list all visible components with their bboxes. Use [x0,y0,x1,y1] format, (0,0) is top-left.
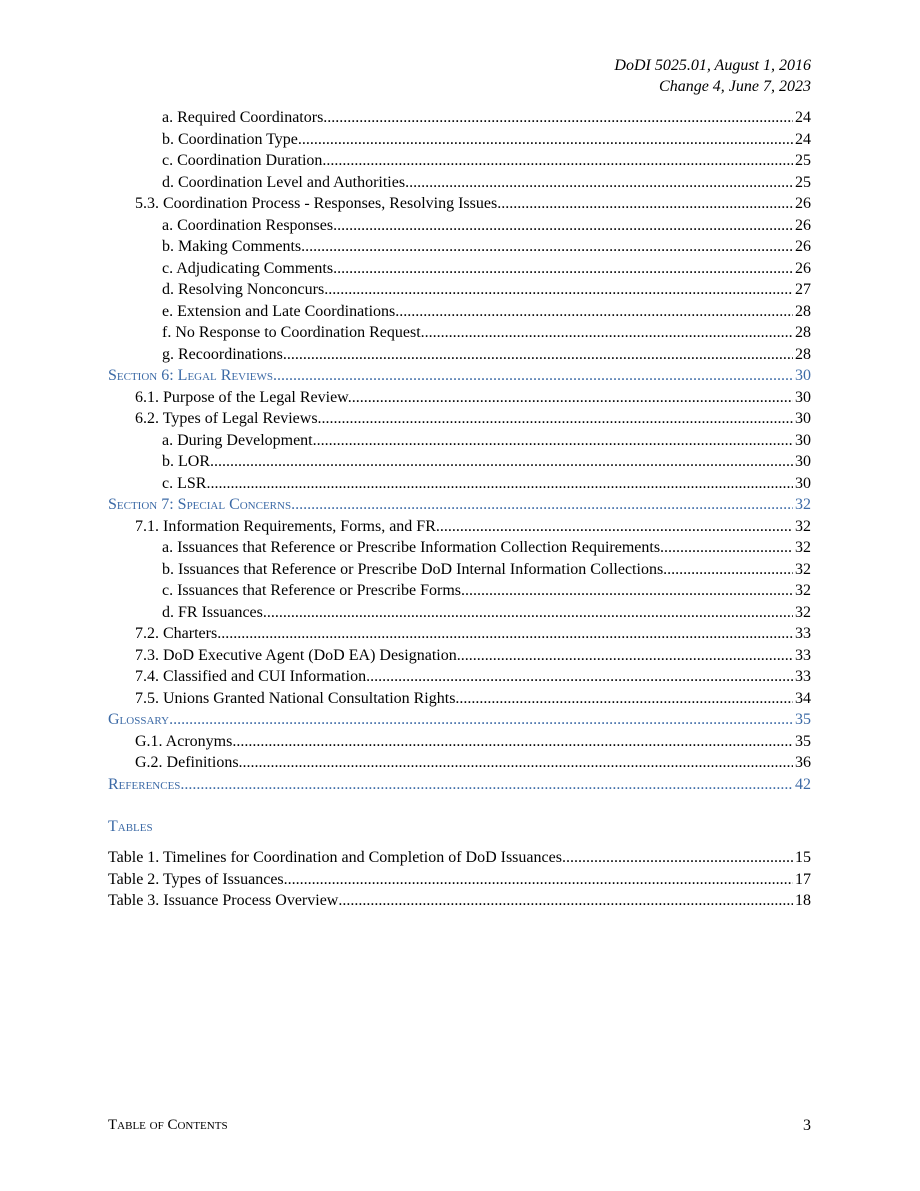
toc-entry[interactable] [108,580,811,602]
dot-leader [284,869,793,891]
toc-entry-title[interactable]: Table 2. Types of Issuances [108,870,284,888]
toc-entry-page[interactable]: 17 [795,870,811,888]
toc-entry-title[interactable]: 6.2. Types of Legal Reviews. [135,410,322,427]
toc-entry-title[interactable]: b. Making Comments. [162,238,306,255]
toc-entry-page[interactable]: 32 [795,517,811,535]
toc-entry-page[interactable]: 30 [795,453,811,470]
footer-page-number: 3 [803,1117,811,1134]
toc-entry[interactable] [108,215,811,237]
table-list-entry[interactable] [108,890,811,912]
dot-leader [302,129,793,151]
toc-entry[interactable] [108,645,811,667]
dot-leader [180,774,793,796]
toc-entry-title[interactable]: d. Resolving Nonconcurs. [162,281,329,298]
toc-entry-page[interactable]: 32 [795,496,811,513]
toc-entry-page[interactable]: 27 [795,281,811,298]
dot-leader [409,172,793,194]
dot-leader [352,387,793,409]
toc-entry-page[interactable]: 25 [795,152,811,169]
header-change: Change 4, June 7, 2023 [659,78,811,95]
toc-entry-page[interactable]: 35 [795,711,811,728]
toc-entry-page[interactable]: 30 [795,410,811,427]
dot-leader [425,322,793,344]
toc-entry-page[interactable]: 24 [795,109,811,126]
dot-leader [326,150,793,172]
toc-entry[interactable] [108,430,811,452]
toc-entry-page[interactable]: 33 [795,625,811,642]
table-of-contents [108,107,811,795]
toc-entry[interactable] [108,537,811,559]
dot-leader [337,215,793,237]
list-of-tables [108,847,811,912]
toc-entry-title[interactable]: 7.3. DoD Executive Agent (DoD EA) Designation. [135,646,461,664]
toc-entry-page[interactable]: 30 [795,388,811,406]
toc-entry[interactable] [108,688,811,710]
toc-entry-title[interactable]: a. Issuances that Reference or Prescribe Information Collection Requirements. [162,539,665,556]
toc-entry[interactable] [108,150,811,172]
toc-entry-title[interactable]: b. LOR. [162,453,214,470]
toc-entry-title[interactable]: c. Adjudicating Comments. [162,259,338,277]
toc-entry[interactable] [108,279,811,301]
toc-entry-page[interactable]: 26 [795,195,811,212]
toc-section-link[interactable] [108,774,811,796]
toc-entry-page[interactable]: 36 [795,754,811,771]
toc-entry-page[interactable]: 18 [795,892,811,909]
toc-entry-title[interactable]: G.1. Acronyms. [135,732,237,750]
toc-entry-page[interactable]: 24 [795,130,811,148]
dot-leader [338,890,793,912]
toc-entry-title[interactable]: References [108,775,181,793]
dot-leader [169,709,793,731]
toc-entry-title[interactable]: Section 7: Special Concerns [108,496,292,513]
toc-entry-page[interactable]: 32 [795,603,811,621]
toc-entry-title[interactable]: d. FR Issuances. [162,603,267,621]
toc-entry-title[interactable]: Glossary [108,711,170,728]
toc-entry-title[interactable]: a. Required Coordinators. [162,109,328,126]
toc-entry-title[interactable]: 6.1. Purpose of the Legal Review. [135,388,352,406]
toc-entry-page[interactable]: 30 [795,431,811,449]
toc-entry[interactable] [108,129,811,151]
toc-entry-title[interactable]: 7.2. Charters. [135,625,222,642]
toc-entry[interactable] [108,602,811,624]
toc-entry-title[interactable]: G.2. Definitions. [135,754,243,771]
toc-entry-page[interactable]: 32 [795,560,811,578]
toc-entry[interactable] [108,666,811,688]
toc-entry-page[interactable]: 26 [795,238,811,255]
toc-entry[interactable] [108,322,811,344]
dot-leader [664,537,793,559]
toc-entry[interactable] [108,107,811,129]
dot-leader [399,301,793,323]
dot-leader [317,430,793,452]
toc-entry-page[interactable]: 26 [795,216,811,234]
toc-entry[interactable] [108,559,811,581]
toc-entry-page[interactable]: 30 [795,367,811,384]
toc-entry-page[interactable]: 30 [795,474,811,492]
toc-entry[interactable] [108,258,811,280]
toc-entry-title[interactable]: 5.3. Coordination Process - Responses, Resolving Issues. [135,195,502,212]
toc-entry-page[interactable]: 28 [795,324,811,341]
toc-section-link[interactable] [108,494,811,516]
toc-entry-page[interactable]: 34 [795,689,811,707]
tables-heading: Tables [108,818,153,835]
toc-entry[interactable] [108,344,811,366]
toc-entry-page[interactable]: 15 [795,849,811,866]
toc-entry-title[interactable]: g. Recoordinations. [162,345,287,363]
toc-entry-page[interactable]: 42 [795,775,811,793]
toc-entry-title[interactable]: Table 1. Timelines for Coordination and Completion of DoD Issuances [108,849,562,866]
table-list-entry[interactable] [108,869,811,891]
table-list-entry[interactable] [108,847,811,869]
toc-entry[interactable] [108,473,811,495]
dot-leader [501,193,793,215]
toc-entry-title[interactable]: 7.1. Information Requirements, Forms, and FR. [135,517,440,535]
toc-entry-page[interactable]: 32 [795,539,811,556]
dot-leader [370,666,793,688]
toc-entry[interactable] [108,516,811,538]
toc-entry-page[interactable]: 33 [795,668,811,685]
toc-entry-title[interactable]: b. Coordination Type. [162,130,302,148]
toc-entry-page[interactable]: 28 [795,345,811,363]
toc-entry-title[interactable]: c. Coordination Duration. [162,152,327,169]
toc-entry[interactable] [108,451,811,473]
toc-entry-title[interactable]: b. Issuances that Reference or Prescribe DoD Internal Information Collections. [162,560,668,578]
dot-leader [337,258,793,280]
dot-leader [210,473,793,495]
dot-leader [465,580,793,602]
toc-entry[interactable] [108,408,811,430]
footer-title: Table of Contents [108,1117,228,1133]
dot-leader [243,752,793,774]
toc-section-link[interactable] [108,365,811,387]
toc-entry[interactable] [108,387,811,409]
toc-entry[interactable] [108,731,811,753]
toc-entry-title[interactable]: d. Coordination Level and Authorities. [162,173,410,191]
dot-leader [461,645,793,667]
toc-entry-title[interactable]: a. Coordination Responses. [162,216,338,234]
toc-entry-page[interactable]: 26 [795,259,811,277]
dot-leader [273,365,793,387]
dot-leader [305,236,793,258]
dot-leader [287,344,793,366]
toc-entry-title[interactable]: a. During Development. [162,431,317,449]
dot-leader [221,623,793,645]
toc-entry-title[interactable]: c. Issuances that Reference or Prescribe Forms. [162,582,465,599]
dot-leader [236,731,793,753]
toc-entry-title[interactable]: f. No Response to Coordination Request. [162,324,425,341]
dot-leader [459,688,793,710]
toc-entry[interactable] [108,172,811,194]
dot-leader [214,451,793,473]
toc-entry[interactable] [108,623,811,645]
dot-leader [562,847,793,869]
toc-entry[interactable] [108,236,811,258]
toc-entry-page[interactable]: 35 [795,732,811,750]
dot-leader [291,494,793,516]
toc-entry[interactable] [108,301,811,323]
toc-entry-page[interactable]: 28 [795,302,811,320]
dot-leader [267,602,793,624]
dot-leader [327,107,793,129]
header-doc-id: DoDI 5025.01, August 1, 2016 [614,57,811,74]
toc-entry-title[interactable]: e. Extension and Late Coordinations. [162,302,400,320]
toc-entry-page[interactable]: 33 [795,646,811,664]
dot-leader [667,559,793,581]
dot-leader [440,516,793,538]
toc-entry[interactable] [108,193,811,215]
dot-leader [328,279,793,301]
toc-section-link[interactable] [108,709,811,731]
toc-entry-title[interactable]: 7.5. Unions Granted National Consultation Rights. [135,689,460,707]
dot-leader [322,408,793,430]
toc-entry-title[interactable]: 7.4. Classified and CUI Information. [135,668,371,685]
toc-entry-page[interactable]: 25 [795,173,811,191]
toc-entry-page[interactable]: 32 [795,582,811,599]
toc-entry-title[interactable]: Table 3. Issuance Process Overview [108,892,339,909]
toc-entry-title[interactable]: c. LSR. [162,474,211,492]
toc-entry-title[interactable]: Section 6: Legal Reviews [108,367,273,384]
toc-entry[interactable] [108,752,811,774]
